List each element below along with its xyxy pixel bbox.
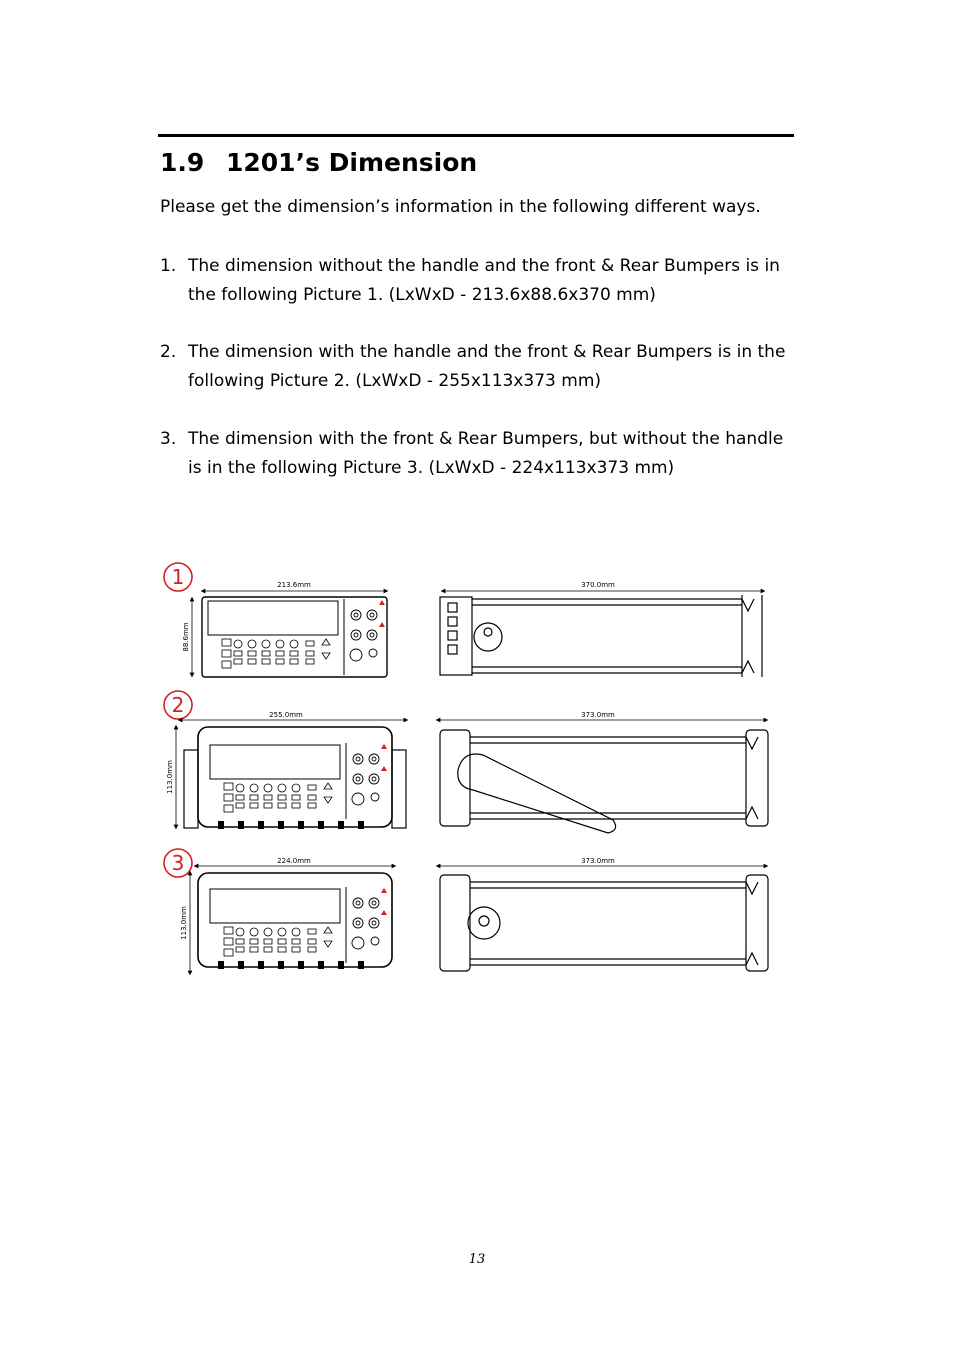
pic3-width-label: 224.0mm [277,857,311,865]
list-item [160,252,805,310]
section-title: 1201’s Dimension [226,148,478,177]
pic3-front-view [198,873,392,969]
list-item-line: is in the following Picture 3. (LxWxD - 224x113x373 mm) [188,458,675,478]
pic1-front-view [202,597,387,677]
pic1-height-label: 88.6mm [182,622,190,652]
pic1-width-label: 213.6mm [277,581,311,589]
pic2-width-label: 255.0mm [269,711,303,719]
list-item-number: 3. [160,429,177,449]
list-item-number: 2. [160,342,177,362]
list-item [160,338,805,396]
intro-paragraph: Please get the dimension’s information in the following different ways. [160,197,761,217]
picture-marker-label: 1 [171,565,185,589]
list-item-line: the following Picture 1. (LxWxD - 213.6x88.6x370 mm) [188,285,656,305]
list-item-line: The dimension without the handle and the front & Rear Bumpers is in [188,256,780,276]
pic2-front-view [184,727,406,829]
pic3-height-label: 113.0mm [180,906,188,940]
list-item-line: The dimension with the handle and the front & Rear Bumpers is in the [188,342,786,362]
list-item [160,425,805,483]
pic3-side-view [440,875,768,971]
pic2-side-view [440,730,768,833]
section-number: 1.9 [160,148,205,177]
pic2-depth-label: 373.0mm [581,711,615,719]
dimension-figure [158,555,798,995]
pic1-side-view [440,595,762,677]
pic2-height-label: 113.0mm [166,760,174,794]
page-number: 13 [468,1252,486,1267]
pic1-depth-label: 370.0mm [581,581,615,589]
picture-marker-label: 3 [171,851,185,875]
list-item-line: The dimension with the front & Rear Bumpers, but without the handle [188,429,784,449]
section-heading [160,148,477,177]
list-item-line: following Picture 2. (LxWxD - 255x113x373 mm) [188,371,602,391]
pic3-depth-label: 373.0mm [581,857,615,865]
picture-marker-label: 2 [171,693,185,717]
header-rule [158,134,794,137]
list-item-number: 1. [160,256,177,276]
